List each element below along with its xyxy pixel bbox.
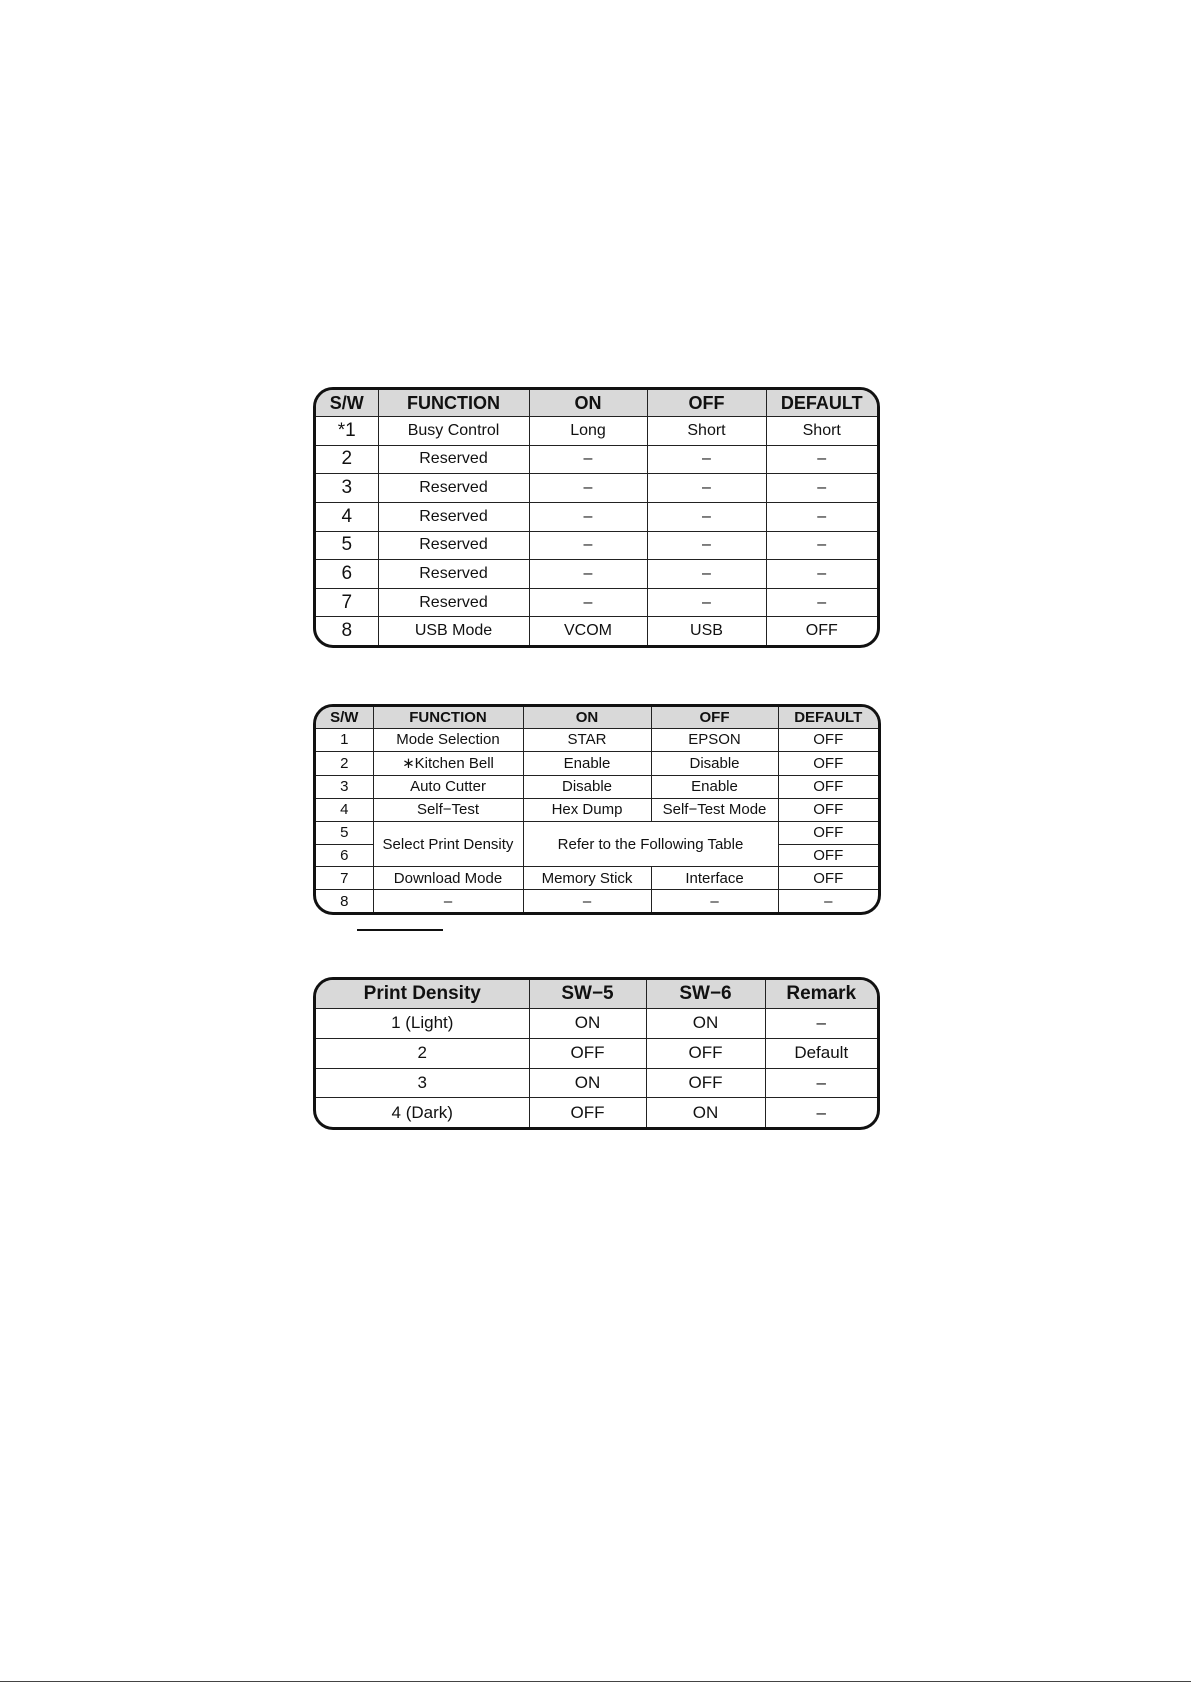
table-row: [316, 417, 877, 446]
sw5-cell: ON: [529, 1009, 646, 1039]
table-row: [316, 1098, 877, 1127]
table-row: [316, 1068, 877, 1098]
off-cell: –: [647, 502, 766, 531]
on-cell: Enable: [523, 751, 651, 775]
function-cell: –: [373, 890, 523, 912]
sw-cell: 5: [316, 531, 378, 560]
header-row: [316, 980, 877, 1009]
off-cell: –: [647, 588, 766, 617]
table-row: [316, 617, 877, 645]
function-cell: Busy Control: [378, 417, 529, 446]
table-row: [316, 867, 878, 890]
default-cell: –: [766, 531, 877, 560]
default-cell: –: [766, 560, 877, 589]
default-cell: OFF: [778, 729, 878, 752]
on-cell: VCOM: [529, 617, 647, 645]
on-cell: –: [529, 474, 647, 503]
sw-cell: 7: [316, 588, 378, 617]
sw-cell: 8: [316, 617, 378, 645]
function-cell: Reserved: [378, 588, 529, 617]
table-row: [316, 729, 878, 752]
header-sw5: SW−5: [529, 980, 646, 1009]
on-cell: –: [529, 588, 647, 617]
sw-cell: 4: [316, 502, 378, 531]
table-row: [316, 890, 878, 912]
sw-cell: 8: [316, 890, 373, 912]
density-cell: 3: [316, 1068, 529, 1098]
on-cell: –: [529, 560, 647, 589]
default-cell: OFF: [778, 751, 878, 775]
default-cell: –: [766, 588, 877, 617]
sw6-cell: OFF: [646, 1038, 765, 1068]
off-cell: –: [647, 445, 766, 474]
on-cell: STAR: [523, 729, 651, 752]
header-sw: S/W: [316, 390, 378, 417]
table-row: [316, 502, 877, 531]
off-cell: Enable: [651, 775, 778, 798]
default-cell: OFF: [778, 821, 878, 844]
density-cell: 1 (Light): [316, 1009, 529, 1039]
print-density-table: [313, 977, 880, 1130]
off-cell: Self−Test Mode: [651, 798, 778, 821]
sw6-cell: ON: [646, 1098, 765, 1127]
table-row: [316, 751, 878, 775]
off-cell: USB: [647, 617, 766, 645]
underline-rule: [357, 929, 443, 931]
off-cell: –: [651, 890, 778, 912]
function-cell: Reserved: [378, 474, 529, 503]
sw-cell: 3: [316, 775, 373, 798]
table-row: [316, 560, 877, 589]
off-cell: –: [647, 560, 766, 589]
page-bottom-rule: [0, 1681, 1191, 1682]
on-cell: –: [529, 445, 647, 474]
header-row: [316, 390, 877, 417]
on-cell: Long: [529, 417, 647, 446]
off-cell: Disable: [651, 751, 778, 775]
sw5-cell: OFF: [529, 1038, 646, 1068]
sw6-cell: ON: [646, 1009, 765, 1039]
function-cell: Reserved: [378, 560, 529, 589]
table-row: [316, 474, 877, 503]
remark-cell: Default: [765, 1038, 877, 1068]
table-row: [316, 775, 878, 798]
remark-cell: –: [765, 1009, 877, 1039]
default-cell: –: [766, 474, 877, 503]
dip-switch-table-2: [313, 704, 881, 915]
sw-cell: 6: [316, 560, 378, 589]
header-function: FUNCTION: [373, 707, 523, 729]
on-cell: Hex Dump: [523, 798, 651, 821]
sw5-cell: OFF: [529, 1098, 646, 1127]
default-cell: OFF: [766, 617, 877, 645]
sw-cell: 5: [316, 821, 373, 844]
header-off: OFF: [647, 390, 766, 417]
default-cell: Short: [766, 417, 877, 446]
sw-cell: 6: [316, 844, 373, 867]
function-cell: Self−Test: [373, 798, 523, 821]
header-default: DEFAULT: [766, 390, 877, 417]
default-cell: –: [766, 445, 877, 474]
sw-cell: 2: [316, 751, 373, 775]
table-row: [316, 798, 878, 821]
default-cell: –: [778, 890, 878, 912]
default-cell: –: [766, 502, 877, 531]
on-cell: –: [529, 502, 647, 531]
remark-cell: –: [765, 1068, 877, 1098]
table-row: [316, 588, 877, 617]
density-cell: 2: [316, 1038, 529, 1068]
table-row: [316, 1009, 877, 1039]
on-cell: –: [529, 531, 647, 560]
header-on: ON: [523, 707, 651, 729]
off-cell: –: [647, 474, 766, 503]
table-row: [316, 1038, 877, 1068]
sw5-cell: ON: [529, 1068, 646, 1098]
remark-cell: –: [765, 1098, 877, 1127]
header-function: FUNCTION: [378, 390, 529, 417]
dip-switch-table-1: [313, 387, 880, 648]
header-sw: S/W: [316, 707, 373, 729]
off-cell: EPSON: [651, 729, 778, 752]
on-cell: Disable: [523, 775, 651, 798]
off-cell: Short: [647, 417, 766, 446]
table-row: [316, 531, 877, 560]
sw-cell: 2: [316, 445, 378, 474]
function-cell: Auto Cutter: [373, 775, 523, 798]
sw-cell: 1: [316, 729, 373, 752]
function-cell: Reserved: [378, 502, 529, 531]
header-on: ON: [529, 390, 647, 417]
off-cell: –: [647, 531, 766, 560]
on-cell: –: [523, 890, 651, 912]
default-cell: OFF: [778, 798, 878, 821]
dip-switch-table-1-grid: [316, 390, 877, 645]
function-cell: Reserved: [378, 531, 529, 560]
sw-cell: 7: [316, 867, 373, 890]
header-remark: Remark: [765, 980, 877, 1009]
table-row: [316, 445, 877, 474]
sw-cell: *1: [316, 417, 378, 446]
default-cell: OFF: [778, 844, 878, 867]
header-off: OFF: [651, 707, 778, 729]
header-default: DEFAULT: [778, 707, 878, 729]
on-cell: Memory Stick: [523, 867, 651, 890]
header-print-density: Print Density: [316, 980, 529, 1009]
function-cell: USB Mode: [378, 617, 529, 645]
default-cell: OFF: [778, 775, 878, 798]
density-cell: 4 (Dark): [316, 1098, 529, 1127]
function-cell: ∗Kitchen Bell: [373, 751, 523, 775]
header-row: [316, 707, 878, 729]
on-off-cell-merged: Refer to the Following Table: [523, 821, 778, 867]
print-density-table-grid: [316, 980, 877, 1127]
function-cell: Download Mode: [373, 867, 523, 890]
sw-cell: 4: [316, 798, 373, 821]
off-cell: Interface: [651, 867, 778, 890]
sw6-cell: OFF: [646, 1068, 765, 1098]
sw-cell: 3: [316, 474, 378, 503]
function-cell: Mode Selection: [373, 729, 523, 752]
function-cell: Reserved: [378, 445, 529, 474]
default-cell: OFF: [778, 867, 878, 890]
table-row: [316, 821, 878, 844]
header-sw6: SW−6: [646, 980, 765, 1009]
dip-switch-table-2-grid: [316, 707, 878, 912]
function-cell-merged: Select Print Density: [373, 821, 523, 867]
